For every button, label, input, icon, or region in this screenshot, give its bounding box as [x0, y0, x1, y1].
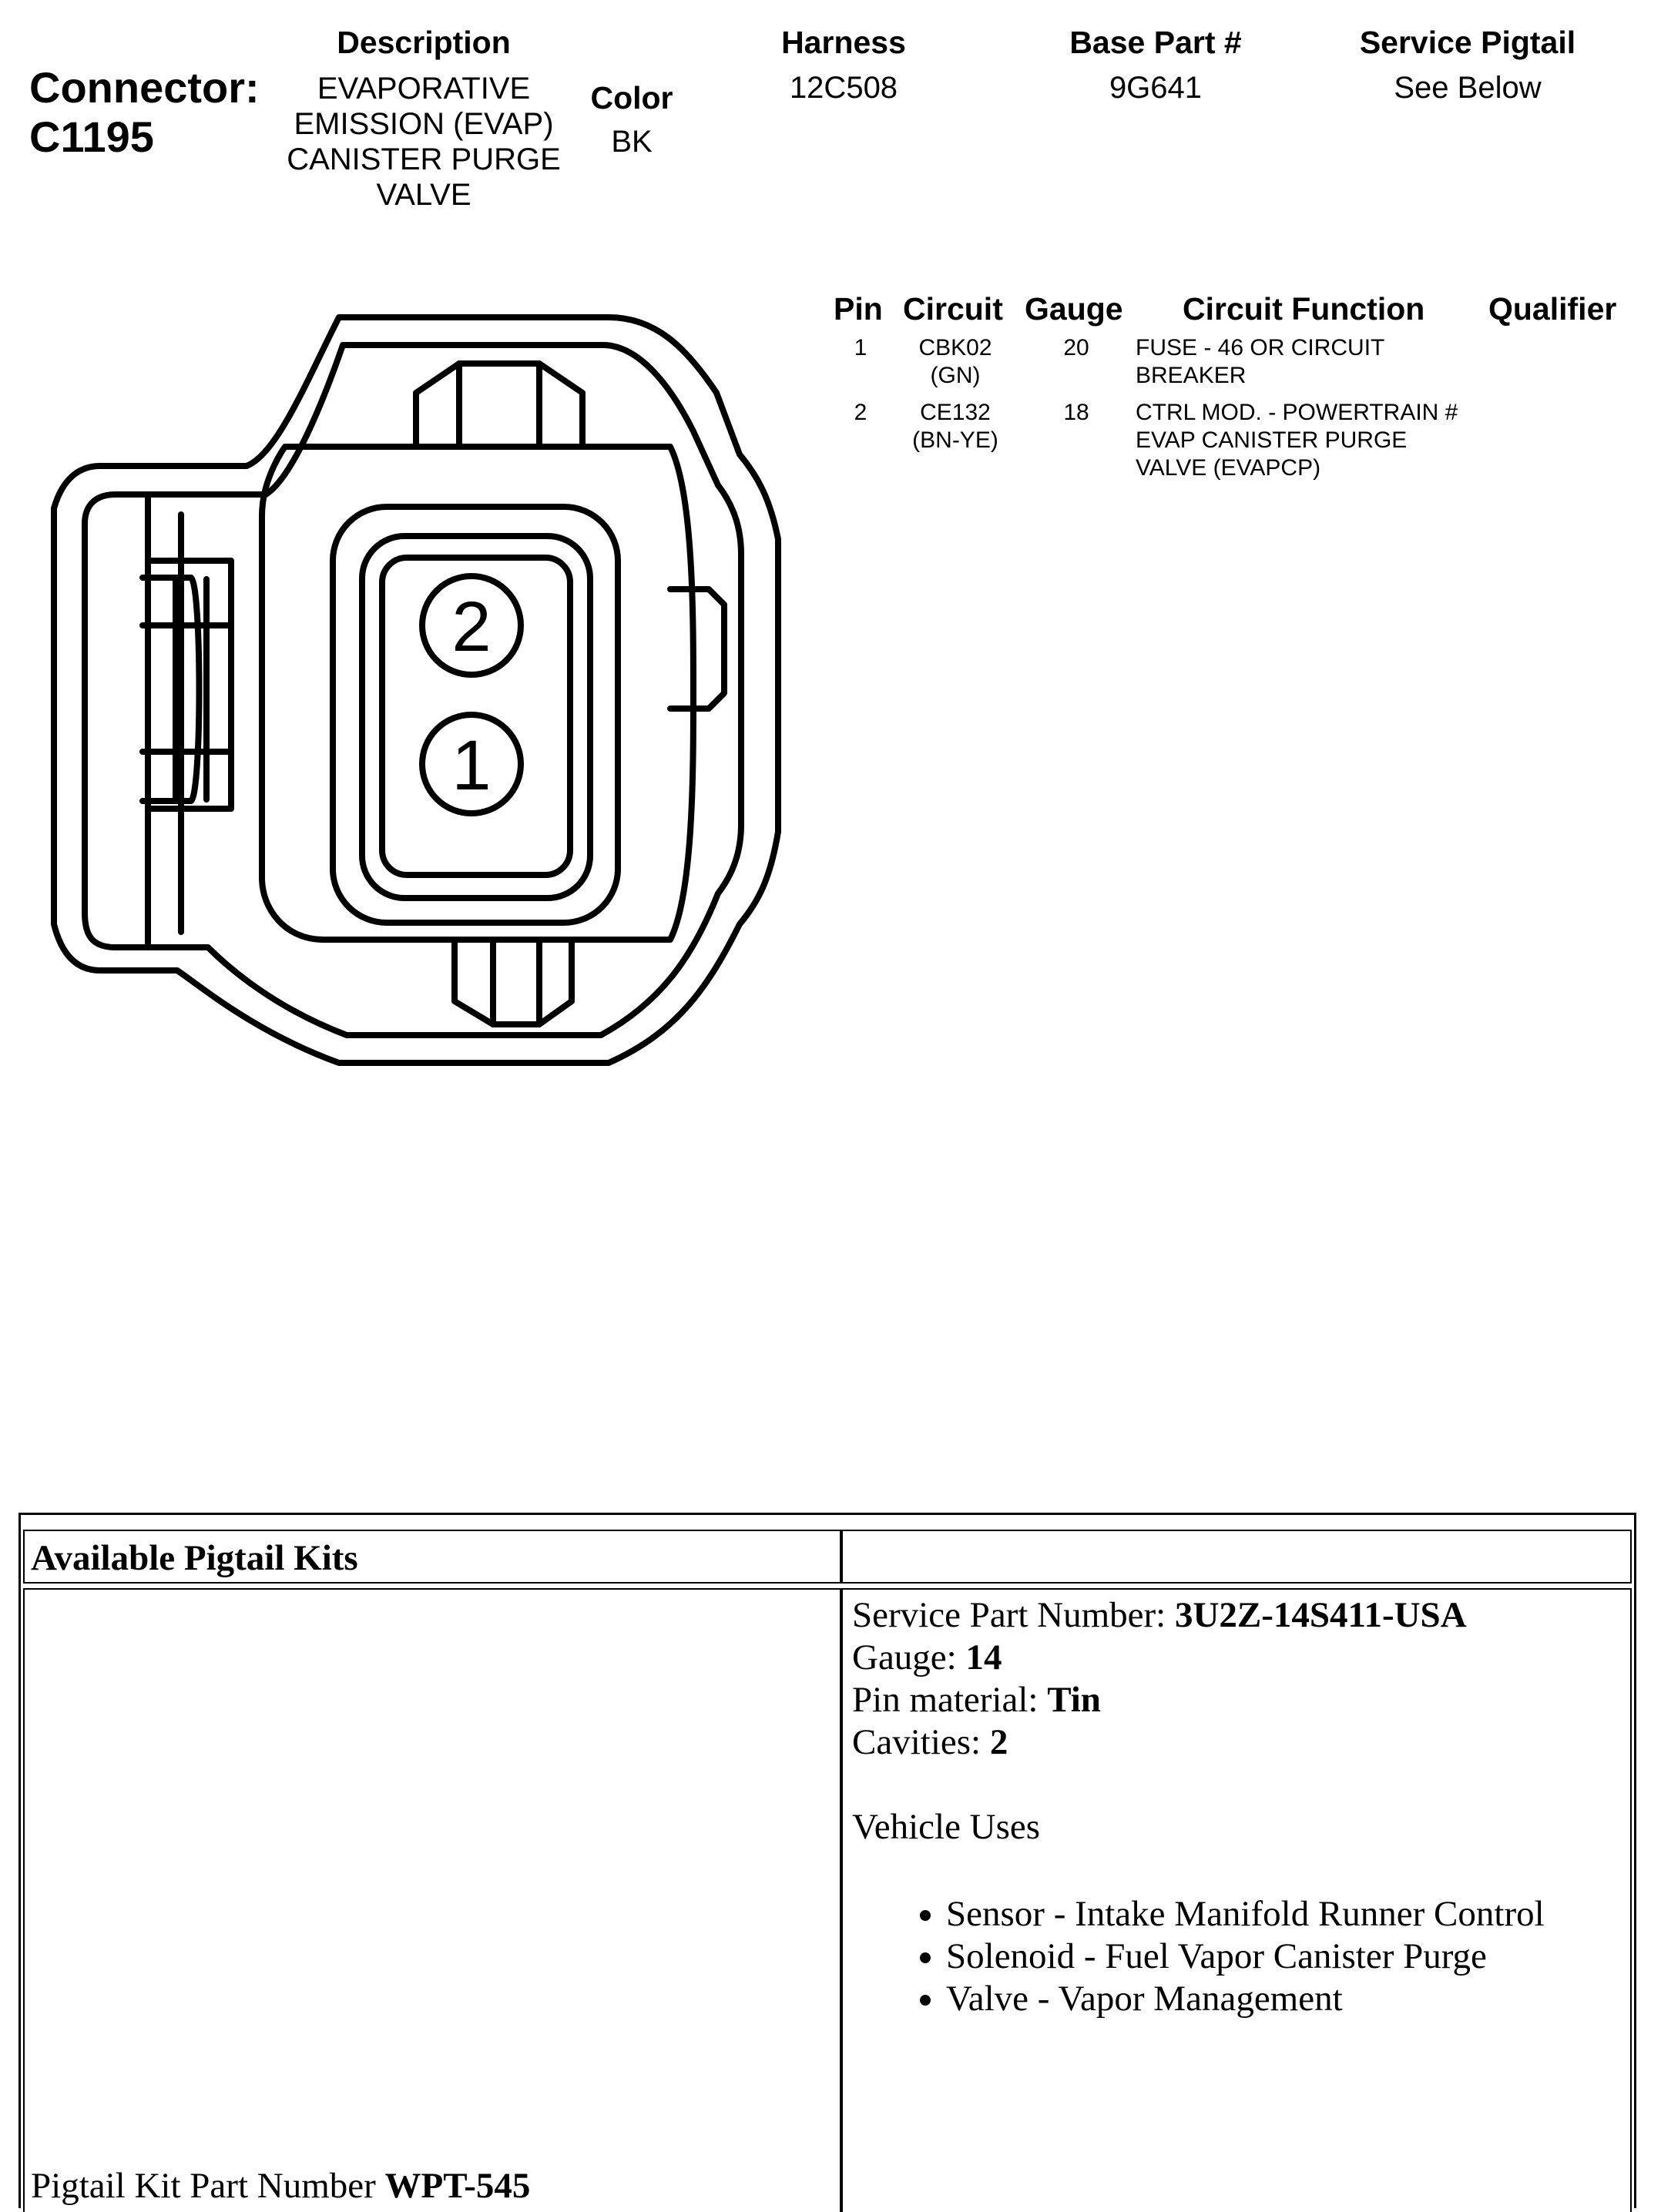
cavities-label: Cavities: [852, 1722, 990, 1762]
circuit-code [888, 399, 1023, 454]
description-header: Description [337, 25, 511, 60]
top-key-tab [416, 364, 582, 447]
connector-id: C1195 [29, 112, 154, 161]
circuit-id: CBK02 [918, 335, 992, 360]
pigtail-kit-label: Pigtail Kit Part Number [31, 2166, 385, 2206]
color-header: Color [590, 80, 673, 116]
pigtail-kits-title: Available Pigtail Kits [31, 1538, 358, 1578]
pin-number: 1 [854, 335, 867, 360]
pigtail-kit-part-number [31, 2165, 530, 2207]
circuit-function [1136, 334, 1384, 390]
list-item: • Sensor - Intake Manifold Runner Control [946, 1893, 1545, 1936]
qualifier-header: Qualifier [1488, 291, 1617, 327]
service-pigtail-header: Service Pigtail [1359, 25, 1576, 60]
list-item: • Valve - Vapor Management [946, 1978, 1545, 2020]
circuit-color: (GN) [930, 363, 981, 388]
connector-face-diagram [0, 293, 832, 1094]
circuit-header: Circuit [903, 291, 1003, 327]
right-side-tab [670, 589, 724, 709]
harness-header: Harness [781, 25, 906, 60]
function-line: FUSE - 46 OR CIRCUIT [1136, 335, 1385, 360]
pigtail-kits-title-cell [23, 1530, 841, 1584]
description-line: EMISSION (EVAP) [294, 107, 554, 141]
harness-value: 12C508 [789, 71, 898, 105]
circuit-color: (BN-YE) [912, 427, 998, 453]
pigtail-kit-value: WPT-545 [384, 2166, 531, 2206]
description-line: VALVE [376, 178, 471, 212]
pin-number: 2 [854, 400, 867, 425]
color-value: BK [611, 125, 653, 159]
function-line: CTRL MOD. - POWERTRAIN # [1136, 400, 1458, 425]
base-part-header: Base Part # [1069, 25, 1242, 60]
connector-label [29, 63, 260, 162]
description-value [262, 71, 586, 213]
service-part-value: 3U2Z-14S411-USA [1174, 1595, 1467, 1635]
base-part-value: 9G641 [1109, 71, 1203, 105]
pin-material-label: Pin material: [852, 1680, 1048, 1720]
circuit-id: CE132 [920, 400, 991, 425]
pigtail-kit-right-cell [841, 1588, 1632, 2212]
service-pigtail-value: See Below [1394, 71, 1542, 105]
description-line: EVAPORATIVE [317, 72, 531, 106]
cavity-1-number: 1 [451, 726, 492, 805]
function-line: VALVE (EVAPCP) [1136, 455, 1321, 481]
cavity-2-number: 2 [451, 588, 492, 666]
connector-label-text: Connector: [29, 63, 260, 112]
gauge-row [852, 1637, 1545, 1679]
bottom-key-tab [455, 940, 572, 1024]
service-part-details [852, 1594, 1545, 2020]
function-line: BREAKER [1136, 363, 1247, 388]
circuit-function-header: Circuit Function [1183, 291, 1425, 327]
circuit-function [1136, 399, 1458, 482]
circuit-code [888, 334, 1023, 390]
list-item: • Solenoid - Fuel Vapor Canister Purge [946, 1936, 1545, 1978]
pigtail-title-right-cell [841, 1530, 1632, 1584]
seal-ring-outer [262, 447, 693, 940]
service-part-number [852, 1594, 1545, 1637]
latch-tab-inner [143, 578, 200, 801]
latch-tab [148, 561, 231, 809]
description-line: CANISTER PURGE [287, 142, 561, 176]
gauge-value: 18 [1063, 400, 1089, 425]
service-part-label: Service Part Number: [852, 1595, 1175, 1635]
gauge-header: Gauge [1025, 291, 1123, 327]
cavities-value: 2 [989, 1722, 1008, 1762]
vehicle-uses-heading: Vehicle Uses [852, 1807, 1041, 1847]
vehicle-uses-list [852, 1893, 1545, 2020]
pigtail-kit-left-cell [23, 1588, 841, 2212]
cavities-row [852, 1721, 1545, 1764]
pin-header: Pin [834, 291, 883, 327]
gauge-value: 20 [1063, 335, 1089, 360]
pin-material-value: Tin [1047, 1680, 1101, 1720]
gauge-label: Gauge: [852, 1637, 966, 1677]
function-line: EVAP CANISTER PURGE [1136, 427, 1408, 453]
gauge-value: 14 [965, 1637, 1002, 1677]
pin-material-row [852, 1679, 1545, 1721]
